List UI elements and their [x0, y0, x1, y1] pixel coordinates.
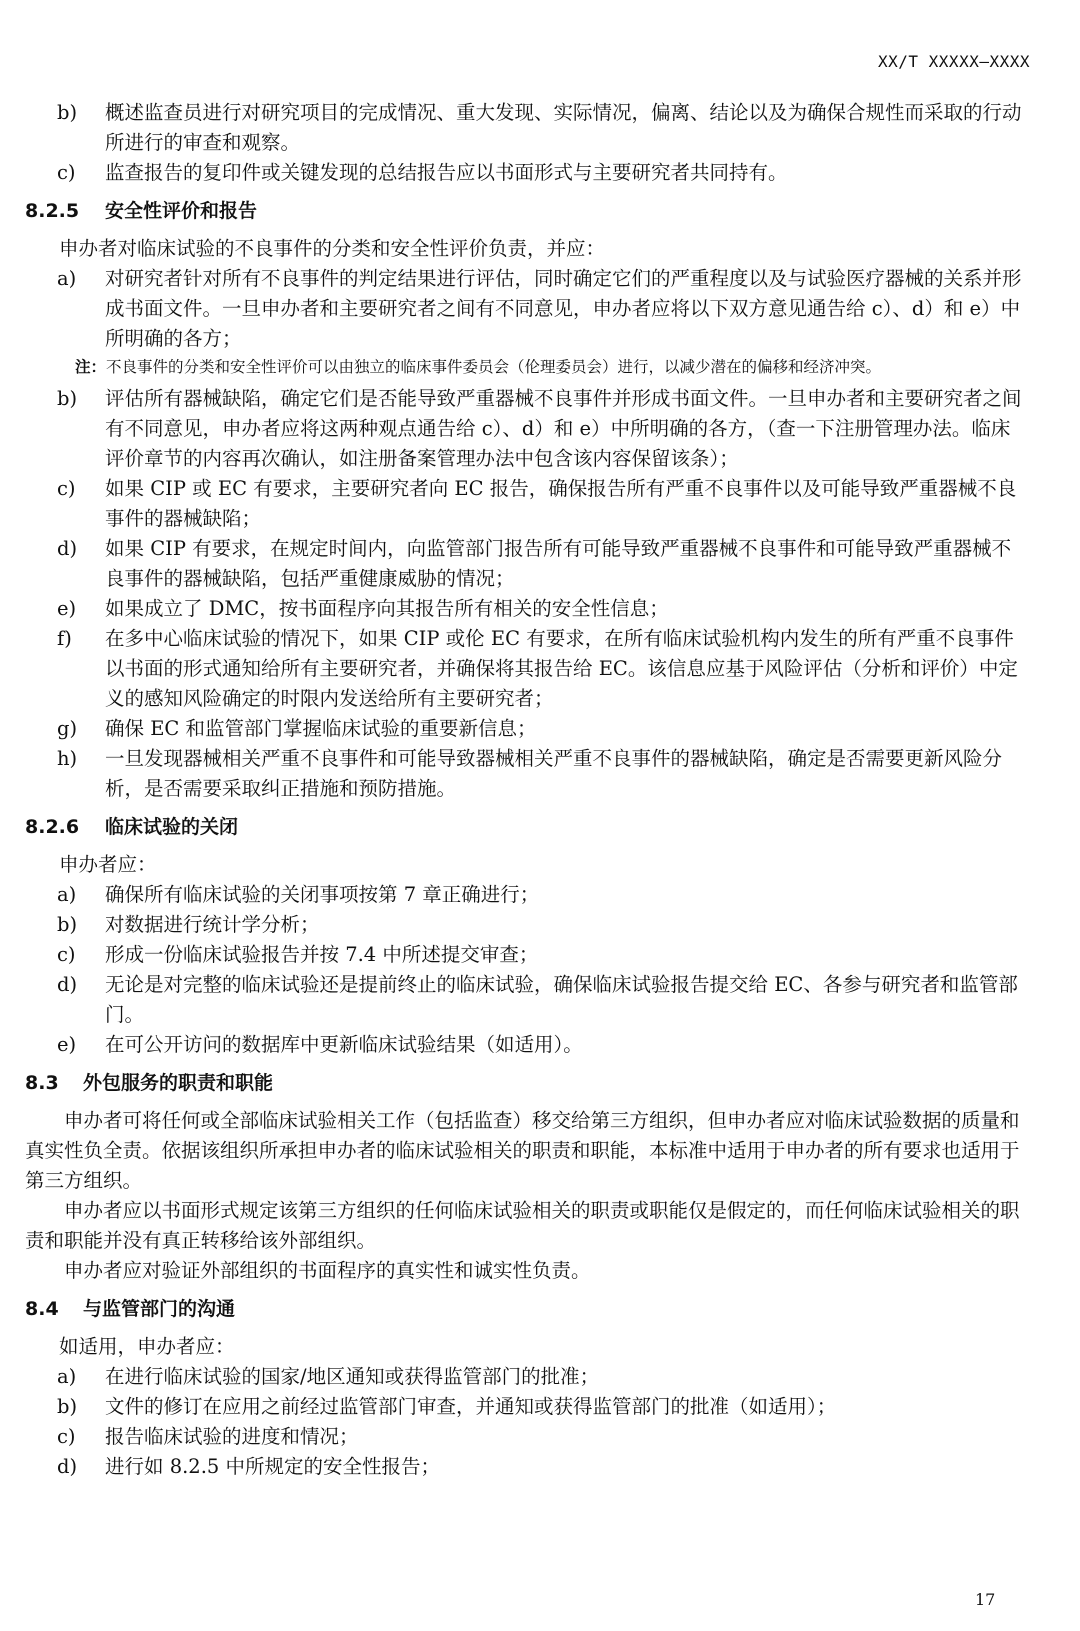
item-label: c)	[57, 1425, 76, 1448]
list-item	[25, 474, 1025, 534]
list-item	[25, 98, 1025, 158]
paragraph: 申办者应以书面形式规定该第三方组织的任何临床试验相关的职责或职能仅是假定的，而任何临床试验相关的职责和职能并没有真正转移给该外部组织。	[25, 1199, 1020, 1252]
paragraph: 申办者可将任何或全部临床试验相关工作（包括监查）移交给第三方组织，但申办者应对临床试验数据的质量和真实性负全责。依据该组织所承担申办者的临床试验相关的职责和职能，本标准中适用于申办者的所有要求也适用于第三方组织。	[25, 1109, 1020, 1192]
item-label: f)	[57, 627, 72, 650]
item-label: b)	[57, 101, 78, 124]
list-item	[25, 970, 1025, 1030]
list-item	[25, 624, 1025, 714]
list-item	[25, 1422, 1025, 1452]
item-text: 形成一份临床试验报告并按 7.4 中所述提交审查；	[105, 943, 539, 966]
list-item	[25, 714, 1025, 744]
list-item	[25, 264, 1025, 354]
section-title: 外包服务的职责和职能	[83, 1072, 274, 1094]
section-heading-8-2-5	[25, 196, 1025, 226]
item-text: 进行如 8.2.5 中所规定的安全性报告；	[105, 1455, 441, 1478]
page-number: 17	[975, 1590, 996, 1609]
item-text: 在可公开访问的数据库中更新临床试验结果（如适用）。	[105, 1033, 583, 1056]
section-intro: 申办者对临床试验的不良事件的分类和安全性评价负责，并应：	[59, 237, 606, 260]
section-number: 8.4	[25, 1298, 59, 1320]
section-heading-8-4	[25, 1294, 1025, 1324]
list-item	[25, 594, 1025, 624]
item-text: 在多中心临床试验的情况下，如果 CIP 或伦 EC 有要求，在所有临床试验机构内发生的所有严重不良事件以书面的形式通知给所有主要研究者，并确保将其报告给 EC。该信息应基于风险评估（分析和评价）中定义的感知风险确定的时限内发送给所有主要研究者；	[105, 627, 1018, 710]
item-text: 一旦发现器械相关严重不良事件和可能导致器械相关严重不良事件的器械缺陷，确定是否需要更新风险分析，是否需要采取纠正措施和预防措施。	[105, 747, 1003, 800]
list-item	[25, 384, 1025, 474]
item-label: d)	[57, 537, 78, 560]
list-item	[25, 940, 1025, 970]
item-label: c)	[57, 477, 76, 500]
section-intro: 如适用，申办者应：	[59, 1335, 235, 1358]
list-item	[25, 1392, 1025, 1422]
note	[25, 356, 1025, 378]
item-label: c)	[57, 161, 76, 184]
section-title: 安全性评价和报告	[105, 200, 258, 222]
item-label: e)	[57, 1033, 77, 1056]
item-label: d)	[57, 1455, 78, 1478]
item-text: 监查报告的复印件或关键发现的总结报告应以书面形式与主要研究者共同持有。	[105, 161, 788, 184]
item-label: b)	[57, 913, 78, 936]
section-number: 8.3	[25, 1072, 59, 1094]
item-text: 确保所有临床试验的关闭事项按第 7 章正确进行；	[105, 883, 540, 906]
note-label: 注：	[75, 358, 107, 376]
item-label: d)	[57, 973, 78, 996]
item-label: g)	[57, 717, 78, 740]
list-item	[25, 910, 1025, 940]
item-text: 对研究者针对所有不良事件的判定结果进行评估，同时确定它们的严重程度以及与试验医疗器械的关系并形成书面文件。一旦申办者和主要研究者之间有不同意见，申办者应将以下双方意见通告给 c）、d）和 e）中所明确的各方；	[105, 267, 1022, 350]
item-text: 如果成立了 DMC，按书面程序向其报告所有相关的安全性信息；	[105, 597, 669, 620]
section-number: 8.2.6	[25, 816, 80, 838]
list-item	[25, 158, 1025, 188]
item-label: c)	[57, 943, 76, 966]
item-text: 对数据进行统计学分析；	[105, 913, 320, 936]
item-label: a)	[57, 883, 77, 906]
item-text: 在进行临床试验的国家/地区通知或获得监管部门的批准；	[105, 1365, 600, 1388]
list-item	[25, 1030, 1025, 1060]
section-title: 与监管部门的沟通	[83, 1298, 236, 1320]
list-item	[25, 534, 1025, 594]
list-item	[25, 1362, 1025, 1392]
item-text: 报告临床试验的进度和情况；	[105, 1425, 359, 1448]
list-item	[25, 744, 1025, 804]
item-text: 确保 EC 和监管部门掌握临床试验的重要新信息；	[105, 717, 537, 740]
document-code: XX/T XXXXX—XXXX	[878, 52, 1030, 71]
section-number: 8.2.5	[25, 200, 80, 222]
document-body	[25, 98, 1025, 1482]
section-heading-8-3	[25, 1068, 1025, 1098]
section-intro: 申办者应：	[59, 853, 157, 876]
item-text: 如果 CIP 或 EC 有要求，主要研究者向 EC 报告，确保报告所有严重不良事件以及可能导致严重器械不良事件的器械缺陷；	[105, 477, 1017, 530]
item-text: 文件的修订在应用之前经过监管部门审查，并通知或获得监管部门的批准（如适用）；	[105, 1395, 837, 1418]
item-label: a)	[57, 267, 77, 290]
item-text: 无论是对完整的临床试验还是提前终止的临床试验，确保临床试验报告提交给 EC、各参与研究者和监管部门。	[105, 973, 1018, 1026]
paragraph: 申办者应对验证外部组织的书面程序的真实性和诚实性负责。	[64, 1259, 591, 1282]
item-label: b)	[57, 387, 78, 410]
section-heading-8-2-6	[25, 812, 1025, 842]
note-text: 不良事件的分类和安全性评价可以由独立的临床事件委员会（伦理委员会）进行，以减少潜在的偏移和经济冲突。	[106, 358, 882, 376]
item-text: 评估所有器械缺陷，确定它们是否能导致严重器械不良事件并形成书面文件。一旦申办者和主要研究者之间有不同意见，申办者应将这两种观点通告给 c）、d）和 e）中所明确的各方，（查一下注册管理办法。临床评价章节的内容再次确认，如注册备案管理办法中包含该内容保留该条）；	[105, 387, 1022, 470]
section-title: 临床试验的关闭	[105, 816, 239, 838]
item-label: a)	[57, 1365, 77, 1388]
item-label: e)	[57, 597, 77, 620]
item-text: 如果 CIP 有要求，在规定时间内，向监管部门报告所有可能导致严重器械不良事件和可能导致严重器械不良事件的器械缺陷，包括严重健康威胁的情况；	[105, 537, 1012, 590]
list-item	[25, 1452, 1025, 1482]
item-label: b)	[57, 1395, 78, 1418]
item-label: h)	[57, 747, 78, 770]
list-item	[25, 880, 1025, 910]
item-text: 概述监查员进行对研究项目的完成情况、重大发现、实际情况，偏离、结论以及为确保合规性而采取的行动所进行的审查和观察。	[105, 101, 1022, 154]
